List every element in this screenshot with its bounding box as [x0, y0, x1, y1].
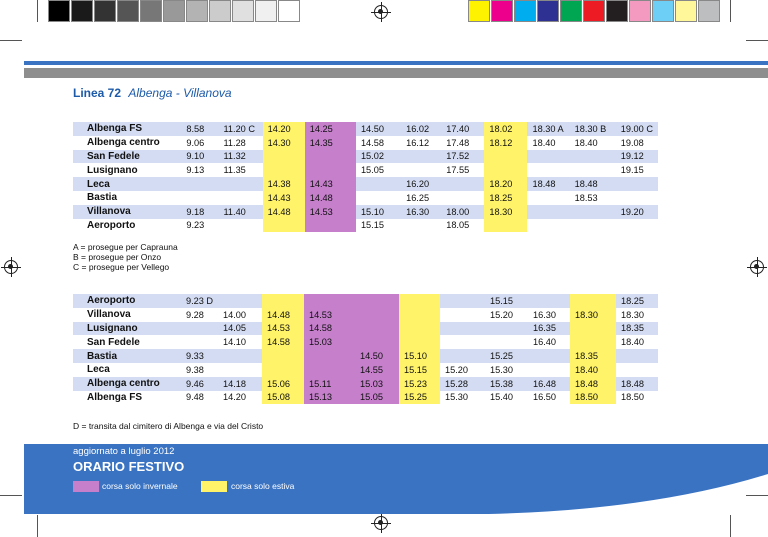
- table-row: [73, 177, 658, 191]
- time-cell: 18.00: [441, 205, 484, 219]
- stop-name: Leca: [73, 363, 181, 377]
- time-cell: [484, 150, 527, 164]
- time-cell: 17.52: [441, 150, 484, 164]
- time-cell: 14.53: [304, 308, 355, 322]
- time-cell: 19.20: [616, 205, 658, 219]
- time-cell: [440, 294, 485, 308]
- time-cell: [485, 335, 528, 349]
- time-cell: 14.55: [355, 363, 399, 377]
- note-a: A = prosegue per Caprauna: [73, 242, 178, 252]
- time-cell: [570, 335, 616, 349]
- notes-return: [73, 421, 263, 431]
- time-cell: [485, 322, 528, 336]
- time-cell: 11.35: [218, 163, 262, 177]
- time-cell: 14.00: [218, 308, 262, 322]
- time-cell: 18.30 A: [527, 122, 569, 136]
- time-cell: 14.38: [263, 177, 305, 191]
- time-cell: [263, 163, 305, 177]
- stop-name: Albenga FS: [73, 122, 181, 136]
- note-d: D = transita dal cimitero di Albenga e via del Cristo: [73, 421, 264, 431]
- registration-target-icon: [374, 516, 388, 530]
- stop-name: Aeroporto: [73, 219, 181, 233]
- time-cell: [304, 349, 355, 363]
- time-cell: [399, 294, 440, 308]
- time-cell: [527, 205, 569, 219]
- time-cell: 14.05: [218, 322, 262, 336]
- time-cell: 14.30: [263, 136, 305, 150]
- time-cell: 19.15: [616, 163, 658, 177]
- time-cell: [484, 163, 527, 177]
- time-cell: [263, 219, 305, 233]
- summer-legend-swatch: [201, 481, 227, 492]
- time-cell: [570, 150, 616, 164]
- stop-name: Albenga FS: [73, 391, 181, 405]
- time-cell: 16.30: [401, 205, 441, 219]
- time-cell: 18.40: [570, 136, 616, 150]
- time-cell: 16.40: [528, 335, 570, 349]
- stop-name: Lusignano: [73, 163, 181, 177]
- time-cell: 18.25: [616, 294, 658, 308]
- time-cell: [484, 219, 527, 233]
- time-cell: [218, 191, 262, 205]
- time-cell: 15.15: [356, 219, 401, 233]
- time-cell: 14.43: [305, 177, 356, 191]
- time-cell: 9.46: [181, 377, 218, 391]
- time-cell: 14.10: [218, 335, 262, 349]
- time-cell: [527, 150, 569, 164]
- time-cell: 17.40: [441, 122, 484, 136]
- stop-name: Albenga centro: [73, 136, 181, 150]
- time-cell: [616, 349, 658, 363]
- time-cell: [356, 177, 401, 191]
- time-cell: 14.48: [305, 191, 356, 205]
- time-cell: 15.05: [355, 391, 399, 405]
- time-cell: [528, 363, 570, 377]
- time-cell: 17.48: [441, 136, 484, 150]
- winter-legend-swatch: [73, 481, 99, 492]
- time-cell: 15.03: [355, 377, 399, 391]
- time-cell: 14.58: [304, 322, 355, 336]
- time-cell: [528, 349, 570, 363]
- time-cell: 9.48: [181, 391, 218, 405]
- time-cell: [528, 294, 570, 308]
- time-cell: 11.20 C: [218, 122, 262, 136]
- time-cell: [263, 150, 305, 164]
- time-cell: 15.20: [440, 363, 485, 377]
- time-cell: 18.12: [484, 136, 527, 150]
- time-cell: 18.48: [570, 377, 616, 391]
- time-cell: [399, 308, 440, 322]
- time-cell: [355, 308, 399, 322]
- route-title: [73, 86, 232, 100]
- time-cell: [527, 163, 569, 177]
- time-cell: 18.48: [570, 177, 616, 191]
- time-cell: 18.53: [570, 191, 616, 205]
- time-cell: 9.06: [181, 136, 218, 150]
- time-cell: 15.30: [485, 363, 528, 377]
- time-cell: [305, 150, 356, 164]
- time-cell: 15.06: [262, 377, 304, 391]
- time-cell: [218, 294, 262, 308]
- time-cell: 15.25: [485, 349, 528, 363]
- time-cell: 14.58: [262, 335, 304, 349]
- time-cell: 19.00 C: [616, 122, 658, 136]
- time-cell: [355, 322, 399, 336]
- time-cell: 15.40: [485, 391, 528, 405]
- time-cell: 9.23: [181, 219, 218, 233]
- table-row: [73, 122, 658, 136]
- time-cell: [401, 150, 441, 164]
- time-cell: [218, 363, 262, 377]
- time-cell: 18.30: [484, 205, 527, 219]
- time-cell: [401, 163, 441, 177]
- time-cell: 18.35: [570, 349, 616, 363]
- table-row: [73, 136, 658, 150]
- time-cell: 15.02: [356, 150, 401, 164]
- time-cell: [616, 219, 658, 233]
- time-cell: [181, 191, 218, 205]
- stop-name: Lusignano: [73, 322, 181, 336]
- time-cell: 15.25: [399, 391, 440, 405]
- time-cell: [440, 308, 485, 322]
- time-cell: [616, 363, 658, 377]
- time-cell: 16.48: [528, 377, 570, 391]
- festivo-heading: ORARIO FESTIVO: [73, 459, 185, 474]
- time-cell: 15.03: [304, 335, 355, 349]
- table-row: [73, 391, 658, 405]
- time-cell: 15.11: [304, 377, 355, 391]
- line-number: Linea 72: [73, 86, 122, 100]
- time-cell: [304, 363, 355, 377]
- time-cell: 19.08: [616, 136, 658, 150]
- registration-target-icon: [750, 260, 764, 274]
- header-stripe-blue: [24, 61, 768, 65]
- time-cell: 14.50: [355, 349, 399, 363]
- time-cell: 11.32: [218, 150, 262, 164]
- time-cell: 9.10: [181, 150, 218, 164]
- time-cell: 15.15: [485, 294, 528, 308]
- time-cell: [441, 191, 484, 205]
- time-cell: 15.20: [485, 308, 528, 322]
- note-c: C = prosegue per Vellego: [73, 262, 170, 272]
- table-row: [73, 335, 658, 349]
- time-cell: 14.18: [218, 377, 262, 391]
- time-cell: 15.10: [356, 205, 401, 219]
- time-cell: 16.35: [528, 322, 570, 336]
- time-cell: [262, 349, 304, 363]
- time-cell: 15.28: [440, 377, 485, 391]
- time-cell: 14.43: [263, 191, 305, 205]
- time-cell: 9.13: [181, 163, 218, 177]
- time-cell: [218, 177, 262, 191]
- time-cell: [570, 219, 616, 233]
- stop-name: Bastia: [73, 349, 181, 363]
- time-cell: [356, 191, 401, 205]
- winter-legend-label: corsa solo invernale: [102, 481, 178, 491]
- timetable-outbound: [73, 122, 658, 232]
- time-cell: 15.23: [399, 377, 440, 391]
- stop-name: San Fedele: [73, 335, 181, 349]
- stop-name: Leca: [73, 177, 181, 191]
- summer-legend-label: corsa solo estiva: [231, 481, 295, 491]
- registration-target-icon: [4, 260, 18, 274]
- stop-name: Aeroporto: [73, 294, 181, 308]
- time-cell: [399, 322, 440, 336]
- time-cell: [355, 335, 399, 349]
- time-cell: 18.20: [484, 177, 527, 191]
- time-cell: 18.30 B: [570, 122, 616, 136]
- time-cell: 18.48: [527, 177, 569, 191]
- stop-name: Villanova: [73, 205, 181, 219]
- time-cell: [355, 294, 399, 308]
- time-cell: 9.18: [181, 205, 218, 219]
- time-cell: 14.35: [305, 136, 356, 150]
- header-stripe-gray: [24, 68, 768, 78]
- table-row: [73, 219, 658, 233]
- time-cell: 18.05: [441, 219, 484, 233]
- timetable-return: [73, 294, 658, 404]
- registration-target-icon: [374, 5, 388, 19]
- time-cell: [570, 322, 616, 336]
- time-cell: [570, 294, 616, 308]
- time-cell: 18.50: [570, 391, 616, 405]
- route-name: Albenga - Villanova: [128, 86, 232, 100]
- time-cell: [181, 177, 218, 191]
- time-cell: 18.25: [484, 191, 527, 205]
- time-cell: 14.53: [305, 205, 356, 219]
- time-cell: 18.50: [616, 391, 658, 405]
- table-row: [73, 363, 658, 377]
- time-cell: [570, 163, 616, 177]
- time-cell: 17.55: [441, 163, 484, 177]
- time-cell: [305, 219, 356, 233]
- time-cell: 9.38: [181, 363, 218, 377]
- time-cell: [616, 191, 658, 205]
- time-cell: [440, 335, 485, 349]
- time-cell: 15.08: [262, 391, 304, 405]
- note-b: B = prosegue per Onzo: [73, 252, 162, 262]
- time-cell: [218, 349, 262, 363]
- time-cell: 15.10: [399, 349, 440, 363]
- time-cell: 16.50: [528, 391, 570, 405]
- time-cell: 15.13: [304, 391, 355, 405]
- time-cell: 14.53: [262, 322, 304, 336]
- time-cell: [181, 322, 218, 336]
- time-cell: [304, 294, 355, 308]
- time-cell: [616, 177, 658, 191]
- time-cell: [441, 177, 484, 191]
- stop-name: Albenga centro: [73, 377, 181, 391]
- time-cell: 18.40: [527, 136, 569, 150]
- updated-label: aggiornato a luglio 2012: [73, 446, 175, 457]
- time-cell: 18.30: [570, 308, 616, 322]
- table-row: [73, 322, 658, 336]
- time-cell: 14.25: [305, 122, 356, 136]
- table-row: [73, 205, 658, 219]
- time-cell: 8.58: [181, 122, 218, 136]
- time-cell: [218, 219, 262, 233]
- time-cell: 14.20: [263, 122, 305, 136]
- time-cell: [440, 322, 485, 336]
- table-row: [73, 163, 658, 177]
- stop-name: San Fedele: [73, 150, 181, 164]
- time-cell: 18.40: [570, 363, 616, 377]
- time-cell: [305, 163, 356, 177]
- time-cell: 16.30: [528, 308, 570, 322]
- time-cell: 15.05: [356, 163, 401, 177]
- time-cell: 9.28: [181, 308, 218, 322]
- stop-name: Villanova: [73, 308, 181, 322]
- time-cell: 18.48: [616, 377, 658, 391]
- time-cell: 14.48: [263, 205, 305, 219]
- time-cell: 14.20: [218, 391, 262, 405]
- time-cell: 18.35: [616, 322, 658, 336]
- time-cell: [570, 205, 616, 219]
- table-row: [73, 349, 658, 363]
- time-cell: 16.25: [401, 191, 441, 205]
- time-cell: 16.20: [401, 177, 441, 191]
- time-cell: [181, 335, 218, 349]
- time-cell: [262, 363, 304, 377]
- time-cell: 15.30: [440, 391, 485, 405]
- time-cell: [401, 219, 441, 233]
- table-row: [73, 191, 658, 205]
- time-cell: [527, 219, 569, 233]
- time-cell: 14.58: [356, 136, 401, 150]
- time-cell: 11.28: [218, 136, 262, 150]
- table-row: [73, 150, 658, 164]
- time-cell: 14.48: [262, 308, 304, 322]
- notes-outbound: [73, 242, 178, 272]
- time-cell: 9.33: [181, 349, 218, 363]
- time-cell: 14.50: [356, 122, 401, 136]
- time-cell: 16.12: [401, 136, 441, 150]
- table-row: [73, 294, 658, 308]
- table-row: [73, 308, 658, 322]
- time-cell: 15.15: [399, 363, 440, 377]
- time-cell: 18.40: [616, 335, 658, 349]
- time-cell: 19.12: [616, 150, 658, 164]
- time-cell: 16.02: [401, 122, 441, 136]
- time-cell: [527, 191, 569, 205]
- time-cell: [262, 294, 304, 308]
- time-cell: 15.38: [485, 377, 528, 391]
- time-cell: 9.23 D: [181, 294, 218, 308]
- time-cell: [399, 335, 440, 349]
- stop-name: Bastia: [73, 191, 181, 205]
- time-cell: 11.40: [218, 205, 262, 219]
- time-cell: 18.02: [484, 122, 527, 136]
- time-cell: 18.30: [616, 308, 658, 322]
- time-cell: [440, 349, 485, 363]
- table-row: [73, 377, 658, 391]
